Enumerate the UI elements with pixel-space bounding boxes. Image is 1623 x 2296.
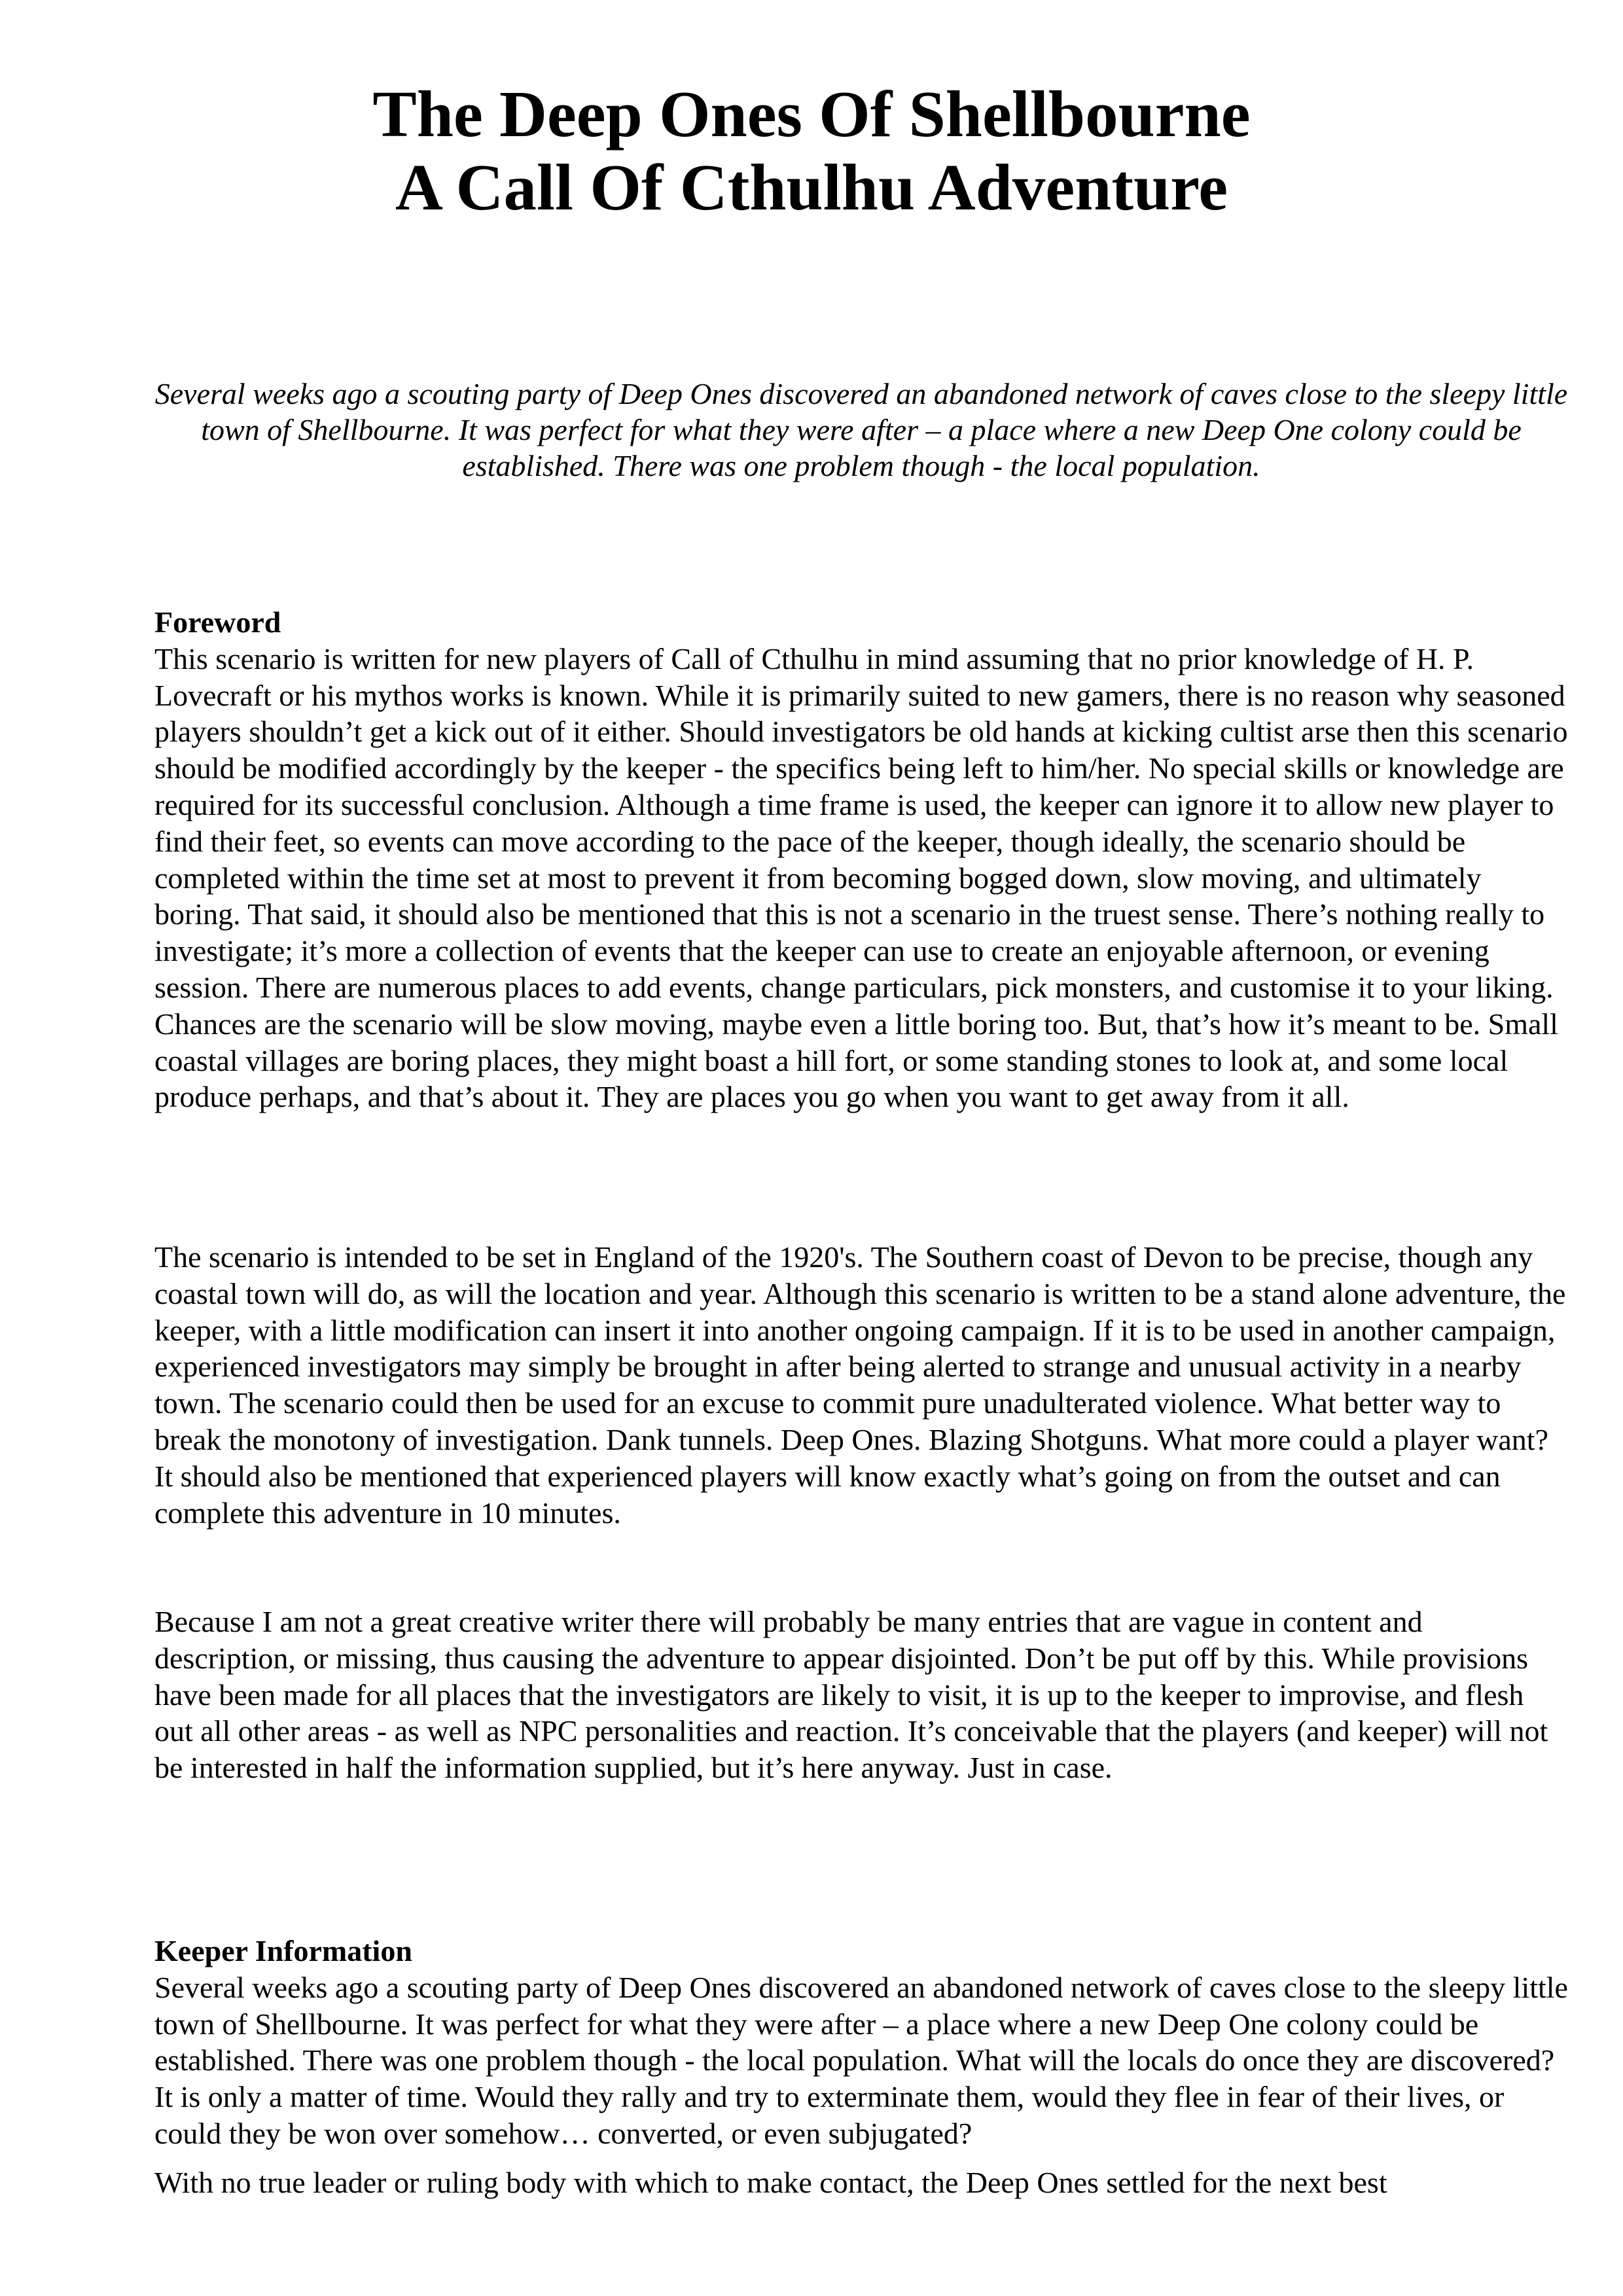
- foreword-section: [154, 604, 1568, 1115]
- document-title: [0, 77, 1623, 224]
- intro-summary: Several weeks ago a scouting party of Deep Ones discovered an abandoned network of caves close to the sleepy little town of Shellbourne. It was perfect for what they were after – a place where a new Deep One colony could be established. There was one problem though - the local population.: [154, 377, 1568, 482]
- title-line-2: A Call Of Cthulhu Adventure: [395, 151, 1228, 224]
- keeper-information-text: Several weeks ago a scouting party of Deep Ones discovered an abandoned network of caves close to the sleepy little town of Shellbourne. It was perfect for what they were after – a place where a new Deep One colony could be established. There was one problem though - the local population. What will the locals do once they are discovered? It is only a matter of time. Would they rally and try to exterminate them, would they flee in fear of their lives, or could they be won over somehow… converted, or even subjugated?: [154, 1970, 1568, 2150]
- keeper-information-heading: Keeper Information: [154, 1934, 412, 1967]
- continuation-paragraph: With no true leader or ruling body with which to make contact, the Deep Ones settled for the next best: [154, 2166, 1387, 2199]
- disclaimer-paragraph: Because I am not a great creative writer there will probably be many entries that are vague in content and description, or missing, thus causing the adventure to appear disjointed. Don’t be put off by this. While provisions have been made for all places that the investigators are likely to visit, it is up to the keeper to improvise, and flesh out all other areas - as well as NPC personalities and reaction. It’s conceivable that the players (and keeper) will not be interested in half the information supplied, but it’s here anyway. Just in case.: [154, 1605, 1548, 1785]
- setting-paragraph: The scenario is intended to be set in England of the 1920's. The Southern coast of Devon to be precise, though any coastal town will do, as will the location and year. Although this scenario is written to be a stand alone adventure, the keeper, with a little modification can insert it into another ongoing campaign. If it is to be used in another campaign, experienced investigators may simply be brought in after being alerted to strange and unusual activity in a nearby town. The scenario could then be used for an excuse to commit pure unadulterated violence. What better way to break the monotony of investigation. Dank tunnels. Deep Ones. Blazing Shotguns. What more could a player want? It should also be mentioned that experienced players will know exactly what’s going on from the outset and can complete this adventure in 10 minutes.: [154, 1240, 1566, 1530]
- foreword-text: This scenario is written for new players of Call of Cthulhu in mind assuming that no prior knowledge of H. P. Lovecraft or his mythos works is known. While it is primarily suited to new gamers, there is no reason why seasoned players shouldn’t get a kick out of it either. Should investigators be old hands at kicking cultist arse then this scenario should be modified accordingly by the keeper - the specifics being left to him/her. No special skills or knowledge are required for its successful conclusion. Although a time frame is used, the keeper can ignore it to allow new player to find their feet, so events can move according to the pace of the keeper, though ideally, the scenario should be completed within the time set at most to prevent it from becoming bogged down, slow moving, and ultimately boring. That said, it should also be mentioned that this is not a scenario in the truest sense. There’s nothing really to investigate; it’s more a collection of events that the keeper can use to create an enjoyable afternoon, or evening session. There are numerous places to add events, change particulars, pick monsters, and customise it to your liking. Chances are the scenario will be slow moving, maybe even a little boring too. But, that’s how it’s meant to be. Small coastal villages are boring places, they might boast a hill fort, or some standing stones to look at, and some local produce perhaps, and that’s about it. They are places you go when you want to get away from it all.: [154, 641, 1568, 1114]
- foreword-heading: Foreword: [154, 605, 281, 639]
- title-line-1: The Deep Ones Of Shellbourne: [372, 77, 1251, 151]
- keeper-information-section: [154, 1933, 1568, 2152]
